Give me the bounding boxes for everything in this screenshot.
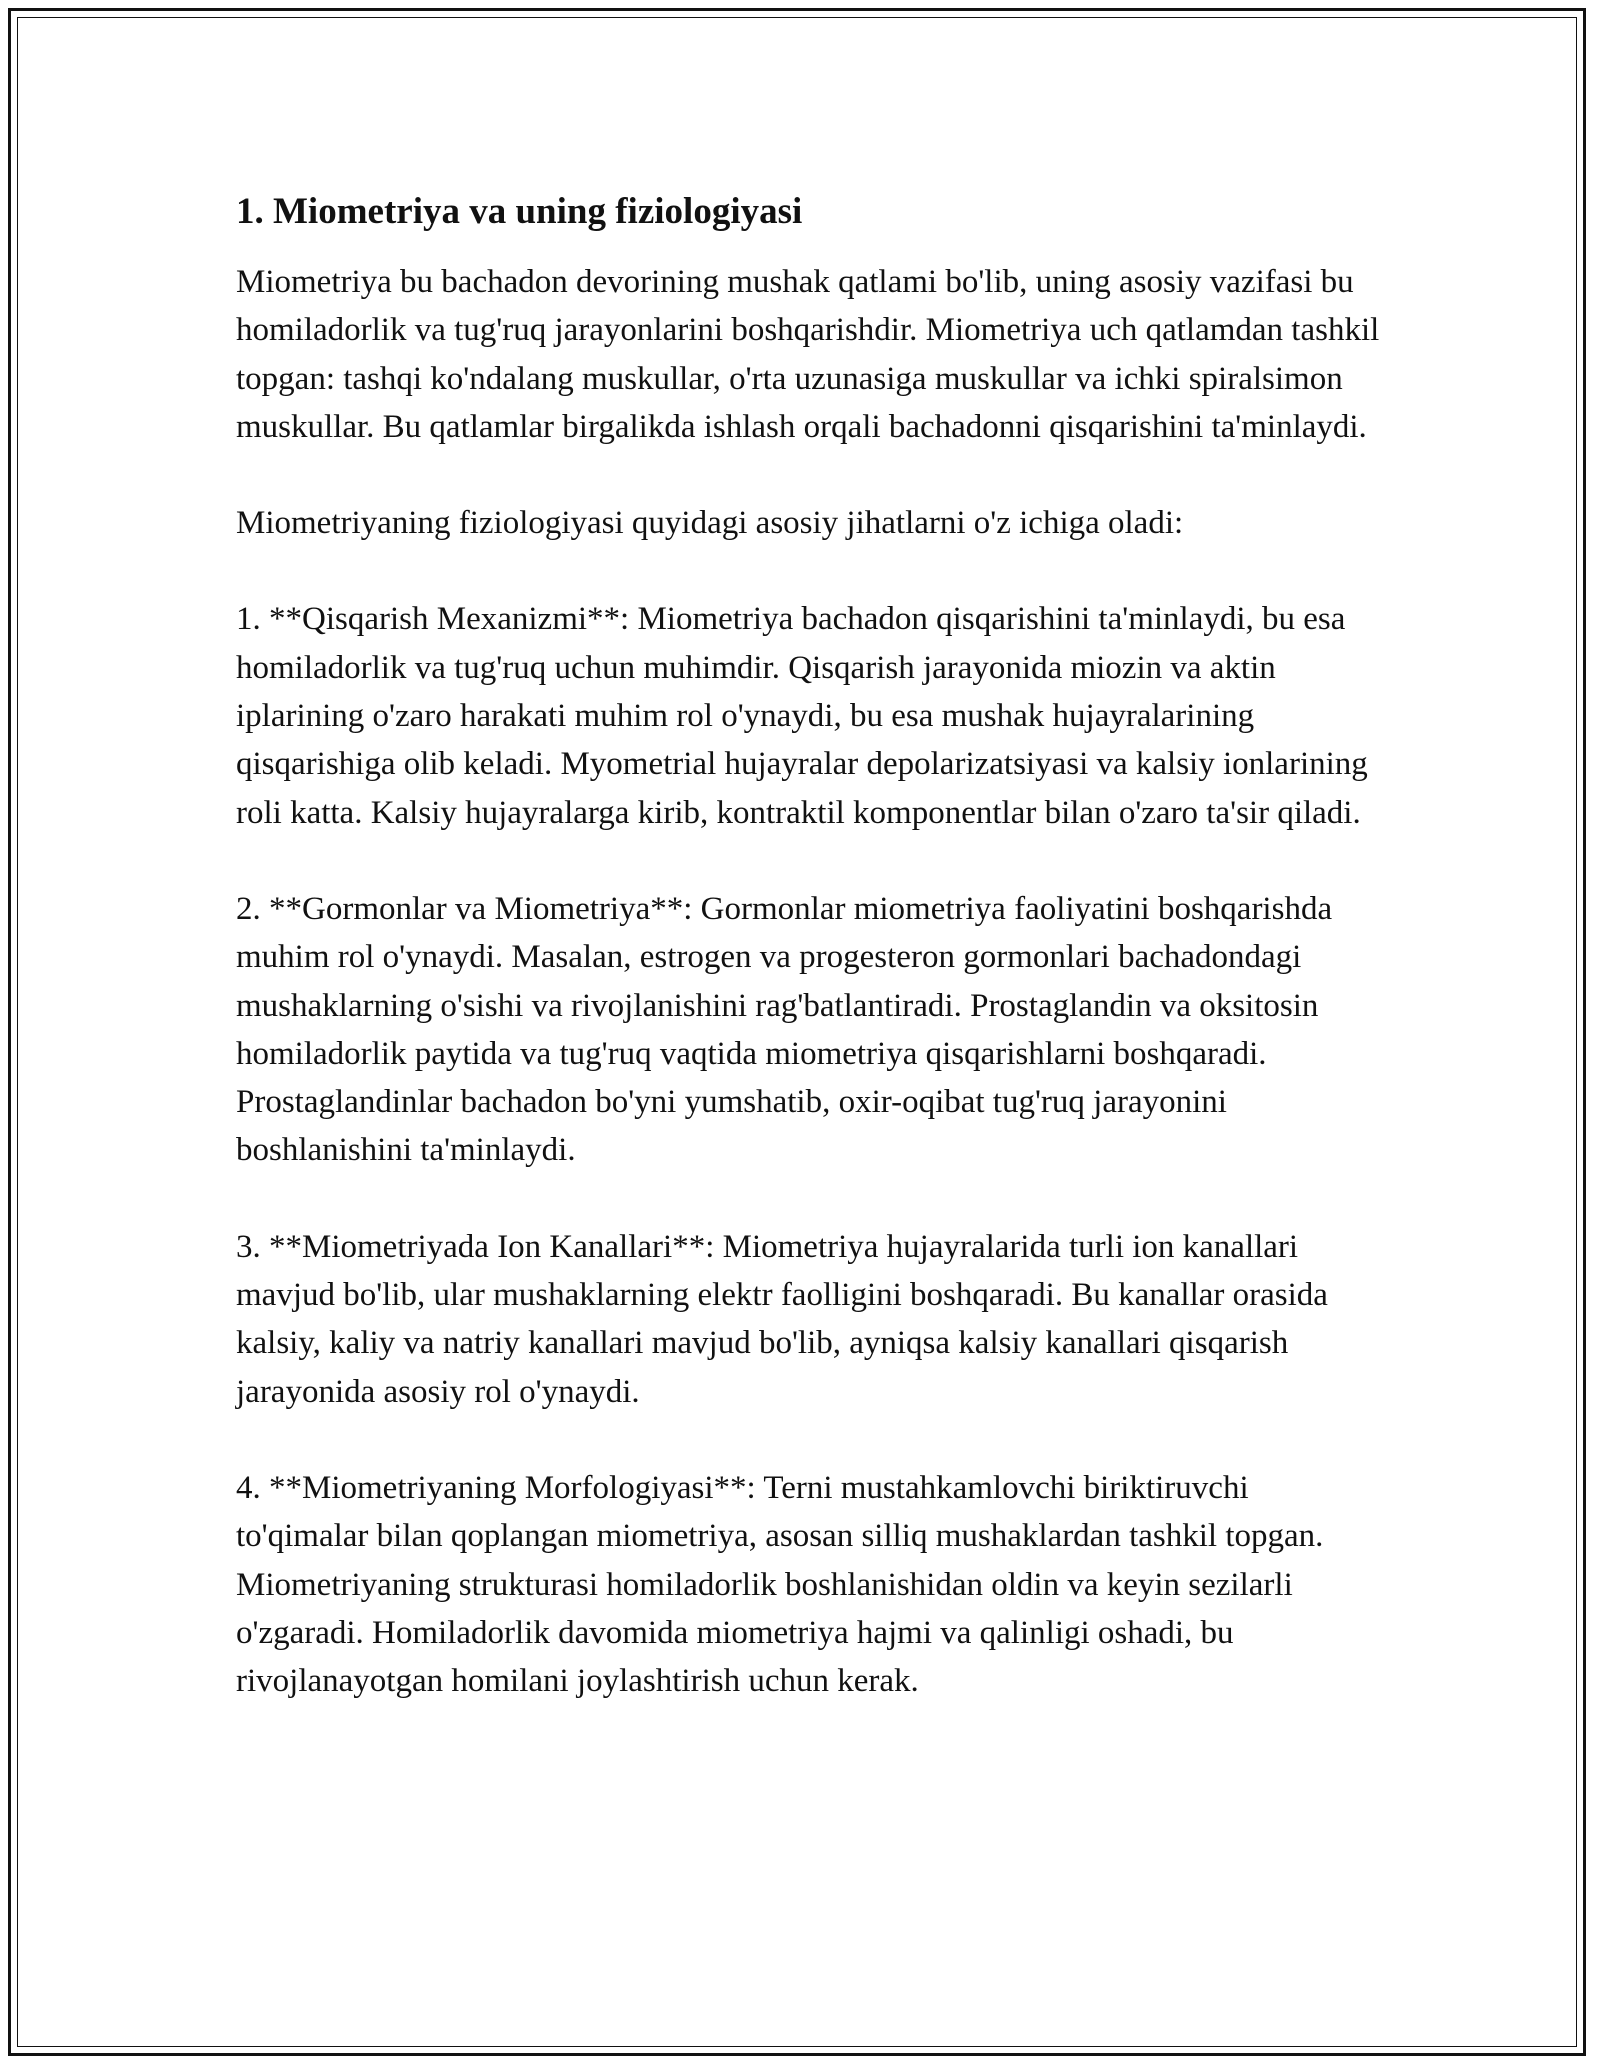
paragraph-ion-channels: 3. **Miometriyada Ion Kanallari**: Miometriya hujayralarida turli ion kanallari mavjud bo'lib, ular mushaklarning elektr faolligini boshqaradi. Bu kanallar orasida kalsiy, kaliy va natriy kanallari mavjud bo'lib, ayniqsa kalsiy kanallari qisqarish jarayonida asosiy rol o'ynaydi.	[236, 1228, 1328, 1410]
paragraph-morphology: 4. **Miometriyaning Morfologiyasi**: Terni mustahkamlovchi biriktiruvchi to'qimalar bilan qoplangan miometriya, asosan silliq mushaklardan tashkil topgan. Miometriyaning strukturasi homiladorlik boshlanishidan oldin va keyin sezilarli o'zgaradi. Homiladorlik davomida miometriya hajmi va qalinligi oshadi, bu rivojlanayotgan homilani joylashtirish uchun kerak.	[236, 1469, 1324, 1700]
paragraph-contraction-mechanism: 1. **Qisqarish Mexanizmi**: Miometriya bachadon qisqarishini ta'minlaydi, bu esa homiladorlik va tug'ruq uchun muhimdir. Qisqarish jarayonida miozin va aktin iplarining o'zaro harakati muhim rol o'ynaydi, bu esa mushak hujayralarining qisqarishiga olib keladi. Myometrial hujayralar depolarizatsiyasi va kalsiy ionlarining roli katta. Kalsiy hujayralarga kirib, kontraktil komponentlar bilan o'zaro ta'sir qiladi.	[236, 601, 1368, 831]
paragraph-intro: Miometriya bu bachadon devorining mushak qatlami bo'lib, uning asosiy vazifasi bu homiladorlik va tug'ruq jarayonlarini boshqarishdir. Miometriya uch qatlamdan tashkil topgan: tashqi ko'ndalang muskullar, o'rta uzunasiga muskullar va ichki spiralsimon muskullar. Bu qatlamlar birgalikda ishlash orqali bachadonni qisqarishini ta'minlaydi.	[236, 264, 1380, 445]
document-body	[236, 188, 1386, 1753]
document-title: 1. Miometriya va uning fiziologiyasi	[236, 191, 803, 232]
paragraph-hormones: 2. **Gormonlar va Miometriya**: Gormonlar miometriya faoliyatini boshqarishda muhim rol o'ynaydi. Masalan, estrogen va progesteron gormonlari bachadondagi mushaklarning o'sishi va rivojlanishini rag'batlantiradi. Prostaglandin va oksitosin homiladorlik paytida va tug'ruq vaqtida miometriya qisqarishlarni boshqaradi. Prostaglandinlar bachadon bo'yni yumshatib, oxir-oqibat tug'ruq jarayonini boshlanishini ta'minlaydi.	[236, 890, 1333, 1169]
paragraph-physiology-lead: Miometriyaning fiziologiyasi quyidagi asosiy jihatlarni o'z ichiga oladi:	[236, 505, 1184, 542]
